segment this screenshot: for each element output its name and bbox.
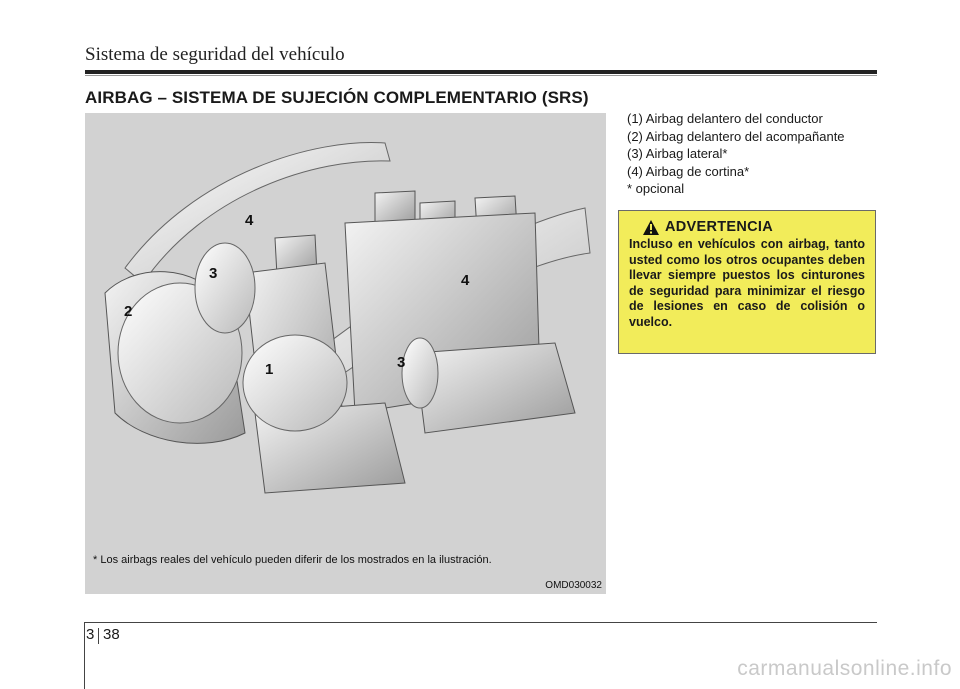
warning-text: Incluso en vehículos con airbag, tanto usted como los otros ocupantes deben llevar siempre puestos los cinturones de seguridad para minimizar el riesgo de lesiones en caso de colisión o vuelco. [629, 237, 865, 329]
callout-3-left: 3 [209, 265, 218, 282]
header-title: Sistema de seguridad del vehículo [85, 44, 345, 65]
warning-triangle-icon [643, 220, 659, 235]
page-number-value: 38 [103, 626, 120, 643]
watermark: carmanualsonline.info [737, 657, 952, 680]
driver-airbag [243, 335, 347, 431]
footer-divider [98, 628, 99, 644]
section-title: AIRBAG – SISTEMA DE SUJECIÓN COMPLEMENTARIO (SRS) [85, 88, 589, 107]
warning-box [618, 210, 876, 354]
legend-item-optional: * opcional [627, 181, 685, 196]
chapter-number: 3 [86, 626, 95, 643]
airbag-drawing [85, 113, 606, 594]
legend-item-2: (2) Airbag delantero del acompañante [627, 128, 845, 144]
callout-4-right: 4 [461, 272, 470, 289]
callout-1: 1 [265, 361, 274, 378]
footer-rule [85, 622, 877, 623]
warning-title: ADVERTENCIA [665, 219, 774, 235]
footer-vertical-rule [84, 622, 85, 689]
airbag-illustration [85, 113, 606, 594]
callout-3-right: 3 [397, 354, 406, 371]
airbag-legend [627, 110, 845, 198]
header-rule [85, 70, 877, 74]
warning-header [643, 219, 865, 235]
legend-item-4: (4) Airbag de cortina* [627, 163, 750, 179]
callout-4-left: 4 [245, 212, 254, 229]
side-airbag-rear [402, 338, 438, 408]
figure-code: OMD030032 [545, 580, 602, 591]
rear-seat-cushion [415, 343, 575, 433]
legend-item-1: (1) Airbag delantero del conductor [627, 111, 823, 126]
legend-item-3: (3) Airbag lateral* [627, 146, 728, 161]
header-rule-thin [85, 75, 877, 76]
side-airbag-front [195, 243, 255, 333]
figure-note: * Los airbags reales del vehículo pueden diferir de los mostrados en la ilustración. [93, 554, 492, 566]
callout-2: 2 [124, 303, 133, 320]
